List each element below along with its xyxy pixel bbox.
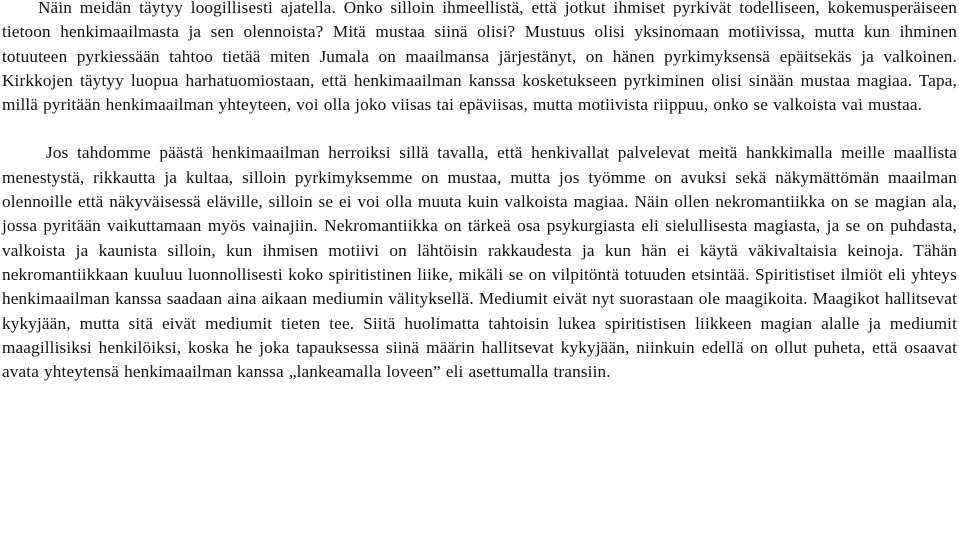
paragraph-2: Jos tahdomme päästä henkimaailman herroiksi sillä tavalla, että henkivallat palvelevat meitä hankkimalla meille maallista menestystä, rikkautta ja kultaa, silloin pyrkimyksemme on mustaa, mutta jos työmme on avuksi sekä näkymättömän maailman olennoille että näkyväisessä eläville, silloin se ei voi olla muuta kuin valkoista magiaa. Näin ollen nekromantiikka on se magian ala, jossa pyritään vaikuttamaan myös vainajiin. Nekromantiikka on tärkeä osa psykurgiasta eli sielullisesta magiasta, ja se on puhdasta, valkoista ja kaunista silloin, kun ihmisen motiivi on lähtöisin rakkaudesta ja kun hän ei käytä väkivaltaisia keinoja. Tähän nekromantiikkaan kuuluu luonnollisesti koko spiritistinen liike, mikäli se on vilpitöntä totuuden etsintää. Spiritistiset ilmiöt eli yhteys henkimaailman kanssa saadaan aina aikaan mediumin välityksellä. Mediumit eivät nyt suorastaan ole maagikoita. Maagikot hallitsevat kykyjään, mutta sitä eivät mediumit tieten tee. Siitä huolimatta tahtoisin lukea spiritistisen liikkeen magian alalle ja mediumit maagillisiksi henkilöiksi, koska he joka tapauksessa siinä määrin hallitsevat kykyjään, niinkuin edellä on ollut puheta, että osaavat avata yhteytensä henkimaailman kanssa „lankeamalla loveen” eli asettumalla transiin. [2, 143, 957, 382]
paragraph-1: Näin meidän täytyy loogillisesti ajatella. Onko silloin ihmeellistä, että jotkut ihmiset pyrkivät todelliseen, kokemusperäiseen tietoon henkimaailmasta ja sen olennoista? Mitä mustaa siinä olisi? Mustuus olisi yksinomaan motiivissa, mutta kun ihminen totuuteen pyrkiessään tahtoo tietää miten Jumala on maailmansa järjestänyt, on hänen pyrkimyksensä epäitsekäs ja valkoinen. Kirkkojen täytyy luopua harhatuomiostaan, että henkimaailman kanssa kosketukseen pyrkiminen olisi sinään mustaa magiaa. Tapa, millä pyritään henkimaailman yhteyteen, voi olla joko viisas tai epäviisas, mutta motiivista riippuu, onko se valkoista vai mustaa. [2, 0, 957, 115]
